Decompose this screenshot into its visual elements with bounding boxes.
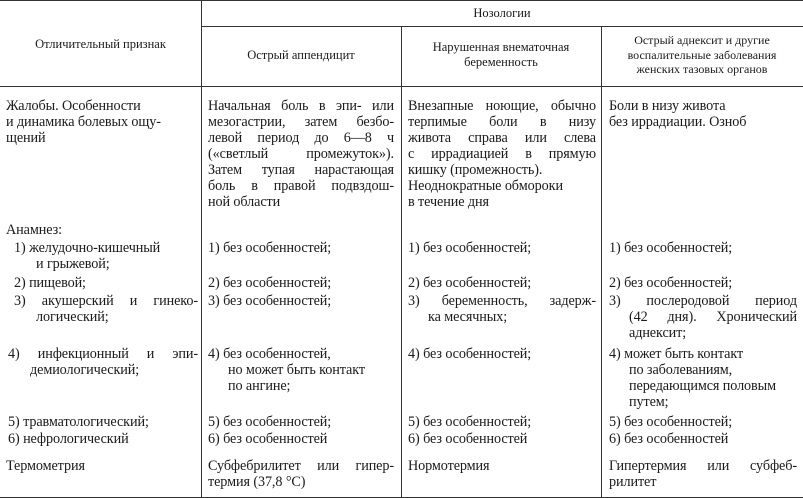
text-line: по ангине;	[228, 378, 291, 394]
header-col2-line: беременность	[464, 55, 538, 69]
column-divider-2	[401, 26, 402, 498]
header-col-appendicitis	[201, 48, 401, 63]
text-line: Жалобы. Особенности	[6, 98, 141, 114]
anamnesis-item-3-label	[14, 293, 198, 325]
header-col3-line: воспалительные заболевания	[627, 47, 777, 62]
text-line: 1) желудочно-кишечный	[14, 240, 161, 256]
anamnesis-item-6-appendicitis	[208, 431, 394, 447]
anamnesis-item-2-appendicitis	[208, 275, 394, 291]
text-line: 5) без особенностей;	[609, 414, 733, 430]
header-nosology	[201, 6, 803, 21]
complaints-appendicitis	[208, 98, 394, 210]
text-line: 3) без особенностей;	[208, 293, 332, 309]
text-line: с иррадиацией в прямую	[408, 146, 596, 162]
text-line: 6) без особенностей	[408, 431, 528, 447]
text-line: 2) без особенностей;	[208, 275, 332, 291]
anamnesis-item-5-adnexitis	[609, 414, 797, 430]
anamnesis-item-4-appendicitis	[208, 346, 394, 394]
text-line: Субфебрилитет или гипер-	[208, 458, 394, 474]
text-line: Боли в низу живота	[609, 98, 726, 114]
anamnesis-item-1-label	[14, 240, 198, 272]
anamnesis-item-4-adnexitis	[609, 346, 797, 410]
text-line: логический;	[36, 309, 109, 325]
text-line: Гипертермия или субфеб-	[609, 458, 797, 474]
text-line: 1) без особенностей;	[208, 240, 332, 256]
text-line: 1) без особенностей;	[408, 240, 532, 256]
text-line: щений	[6, 130, 46, 146]
anamnesis-title-label: Анамнез:	[6, 222, 62, 238]
complaints-ectopic	[408, 98, 596, 210]
text-line: ка месячных;	[428, 309, 508, 325]
text-line: 5) без особенностей;	[208, 414, 332, 430]
text-line: (42 дня). Хронический	[629, 309, 797, 325]
column-divider-3	[601, 26, 602, 498]
header-nosology-label: Нозологии	[473, 6, 531, 20]
text-line: Начальная боль в эпи- или	[208, 98, 394, 114]
thermometry-label	[6, 458, 196, 474]
text-line: 6) нефрологический	[8, 431, 129, 447]
header-col-adnexitis	[601, 33, 803, 77]
anamnesis-item-4-label	[8, 346, 198, 378]
text-line: путем;	[629, 394, 669, 410]
text-line: левой период до 6—8 ч	[208, 130, 394, 146]
thermometry-ectopic	[408, 458, 596, 474]
anamnesis-item-5-label	[8, 414, 198, 430]
text-line: кишку (промежность).	[408, 162, 543, 178]
text-line: 4) без особенностей,	[208, 346, 331, 362]
text-line: живота справа или слева	[408, 130, 596, 146]
text-line: 1) без особенностей;	[609, 240, 733, 256]
anamnesis-item-1-ectopic	[408, 240, 596, 256]
text-line: терпимые боли в низу	[408, 114, 596, 130]
text-line: ной области	[208, 194, 281, 210]
anamnesis-item-2-adnexitis	[609, 275, 797, 291]
complaints-adnexitis	[609, 98, 797, 130]
text-line: боль в правой подвздош-	[208, 178, 394, 194]
text-line: Внезапные ноющие, обычно	[408, 98, 596, 114]
anamnesis-item-2-label	[14, 275, 198, 291]
anamnesis-title	[6, 222, 196, 238]
thermometry-appendicitis	[208, 458, 394, 490]
text-line: и грыжевой;	[36, 256, 110, 272]
table-top-border	[0, 0, 803, 1]
anamnesis-item-2-ectopic	[408, 275, 596, 291]
text-line: 3) беременность, задерж-	[408, 293, 596, 309]
header-feature-label: Отличительный признак	[35, 37, 166, 51]
text-line: рилитет	[609, 474, 657, 490]
text-line: («светлый промежуток»).	[208, 146, 394, 162]
anamnesis-item-3-appendicitis	[208, 293, 394, 309]
text-line: 4) может быть контакт	[609, 346, 744, 362]
text-line: без иррадиации. Озноб	[609, 114, 747, 130]
complaints-label	[6, 98, 196, 146]
text-line: 6) без особенностей	[609, 431, 729, 447]
thermometry-adnexitis	[609, 458, 797, 490]
text-line: по заболеваниям,	[629, 362, 733, 378]
anamnesis-item-1-adnexitis	[609, 240, 797, 256]
text-line: и динамика болевых ощу-	[6, 114, 161, 130]
text-line: 4) без особенностей;	[408, 346, 532, 362]
text-line: 3) послеродовой период	[609, 293, 797, 309]
text-line: 2) без особенностей;	[408, 275, 532, 291]
text-line: Затем тупая нарастающая	[208, 162, 394, 178]
text-line: 2) без особенностей;	[609, 275, 733, 291]
anamnesis-item-4-ectopic	[408, 346, 596, 362]
text-line: Нормотермия	[408, 458, 490, 474]
text-line: Неоднократные обмороки	[408, 178, 563, 194]
text-line: 3) акушерский и гинеко-	[14, 293, 198, 309]
anamnesis-item-1-appendicitis	[208, 240, 394, 256]
anamnesis-item-6-adnexitis	[609, 431, 797, 447]
header-col3-line: женских тазовых органов	[636, 62, 768, 76]
text-line: 5) без особенностей;	[408, 414, 532, 430]
anamnesis-item-5-ectopic	[408, 414, 596, 430]
header-col-ectopic	[401, 40, 601, 70]
text-line: в течение дня	[408, 194, 489, 210]
header-col1-label: Острый аппендицит	[247, 48, 355, 62]
text-line: но может быть контакт	[228, 362, 365, 378]
anamnesis-item-6-ectopic	[408, 431, 596, 447]
text-line: мезогастрии, затем безбо-	[208, 114, 394, 130]
text-line: 6) без особенностей	[208, 431, 328, 447]
thermometry-label-text: Термометрия	[6, 458, 85, 474]
nosology-divider	[201, 26, 803, 27]
header-feature	[0, 37, 201, 52]
text-line: аднексит;	[629, 325, 687, 341]
header-col3-line: Острый аднексит и другие	[634, 33, 770, 47]
column-divider-1	[201, 0, 202, 498]
text-line: 5) травматологический;	[8, 414, 149, 430]
anamnesis-item-3-ectopic	[408, 293, 596, 325]
text-line: демиологический;	[30, 362, 140, 378]
anamnesis-item-3-adnexitis	[609, 293, 797, 341]
text-line: передающимся половым	[629, 378, 776, 394]
anamnesis-item-6-label	[8, 431, 198, 447]
text-line: 4) инфекционный и эпи-	[8, 346, 198, 362]
text-line: термия (37,8 °С)	[208, 474, 306, 490]
anamnesis-item-5-appendicitis	[208, 414, 394, 430]
header-col2-line: Нарушенная внематочная	[432, 40, 570, 54]
text-line: 2) пищевой;	[14, 275, 86, 291]
